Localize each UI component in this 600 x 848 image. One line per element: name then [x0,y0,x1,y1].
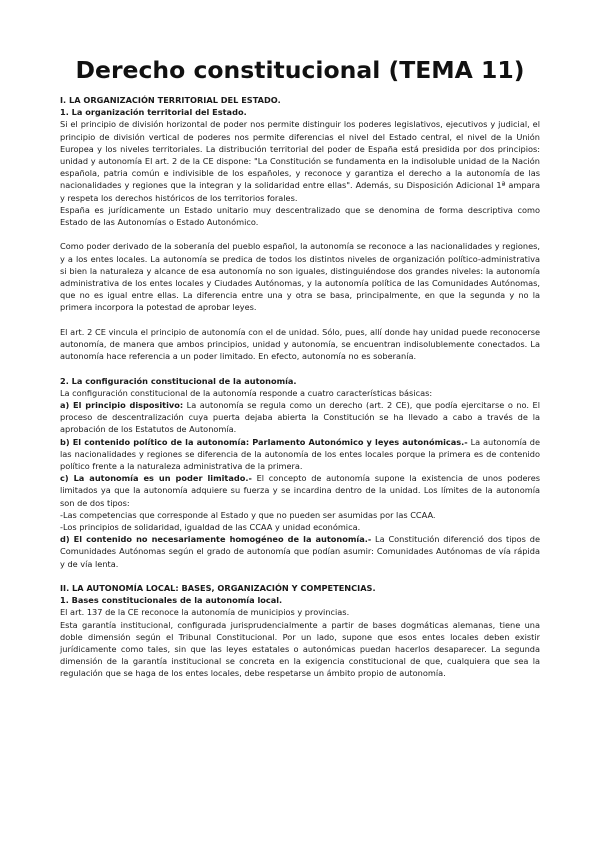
paragraph: El art. 2 CE vincula el principio de autonomía con el de unidad. Sólo, pues, allí donde hay unidad puede reconocerse autonomía, de manera que ambos principios, unidad y autonomía, se encuentran indisolublemente conectados. La autonomía hace referencia a un poder limitado. En efecto, autonomía no es soberanía. [60,326,540,362]
item-d-label: d) El contenido no necesariamente homogéneo de la autonomía.- [60,534,372,545]
item-b [60,436,540,473]
paragraph: La configuración constitucional de la autonomía responde a cuatro características básicas: [60,387,433,398]
item-c-label: c) La autonomía es un poder limitado.- [60,473,252,484]
item-b-text: La autonomía de las nacionalidades y regiones se diferencia de la autonomía de los entes locales porque la primera es de contenido político frente a la naturaleza administrativa de la primera. [60,436,541,472]
paragraph: Si el principio de división horizontal de poder nos permite distinguir los poderes legislativos, ejecutivos y judicial, el principio de división vertical de poderes nos permite diferencias el nivel del Estado central, el nivel de la Unión Europea y los niveles territoriales. La distribución territorial del poder de España está presidida por dos principios: unidad y autonomía El art. 2 de la CE dispone: "La Constitución se fundamenta en la indisoluble unidad de la Nación española, patria común e indivisible de los españoles, y reconoce y garantiza el derecho a la autonomía de las nacionalidades y regiones que la integran y la solidaridad entre ellas". Además, su Disposición Adicional 1ª ampara y respeta los derechos históricos de los territorios forales. [60,119,540,203]
item-a-text: La autonomía se regula como un derecho (art. 2 CE), que podía ejercitarse o no. El proceso de descentralización cuya puerta dejaba abierta la Constitución se ha llevado a cabo a través de la aprobación de los Estatutos de Autonomía. [60,400,540,435]
list-item: -Las competencias que corresponde al Estado y que no pueden ser asumidas por las CCAA. [60,509,436,520]
paragraph: El art. 137 de la CE reconoce la autonomía de municipios y provincias. [60,607,350,618]
document-title: Derecho constitucional (TEMA 11) [75,56,525,84]
item-c [60,472,540,509]
item-a [60,399,540,436]
item-d-text: La Constitución diferenció dos tipos de Comunidades Autónomas según el grado de autonomía que podían asumir: Comunidades Autónomas de vía rápida y de vía lenta. [60,534,540,569]
item-c-text: El concepto de autonomía supone la existencia de unos poderes limitados ya que la autonomía adquiere su fuerza y se incardina dentro de la unidad. Los límites de la autonomía son de dos tipos: [60,473,540,508]
section-2-heading: II. LA AUTONOMÍA LOCAL: BASES, ORGANIZACIÓN Y COMPETENCIAS. [60,583,376,594]
paragraph: España es jurídicamente un Estado unitario muy descentralizado que se denomina de forma descriptiva como Estado de las Autonomías o Estado Autonómico. [60,204,540,228]
item-b-label: b) El contenido político de la autonomía: Parlamento Autonómico y leyes autonómicas.- [60,436,468,447]
item-a-label: a) El principio dispositivo: [60,400,184,411]
paragraph: Como poder derivado de la soberanía del pueblo español, la autonomía se reconoce a las nacionalidades y regiones, y a los entes locales. La autonomía se predica de todos los distintos niveles de organización político-administrativa si bien la naturaleza y alcance de esa autonomía no son iguales, distinguiéndose dos grandes niveles: la autonomía administrativa de los entes locales y Ciudades Autónomas, y la autonomía política de las Comunidades Autónomas, que no es igual entre ellas. La diferencia entre una y otra se basa, principalmente, en que la segunda y no la primera incorpora la potestad de aprobar leyes. [60,241,540,313]
paragraph: Esta garantía institucional, configurada jurisprudencialmente a partir de bases dogmáticas alemanas, tiene una doble dimensión según el Tribunal Constitucional. Por un lado, supone que esos entes locales deben existir jurídicamente como tales, sin que las leyes estatales o autonómicas puedan hacerlos desaparecer. La segunda dimensión de la garantía institucional se concreta en la exigencia constitucional de que, cualquiera que sea la regulación que se haga de los entes locales, debe respetarse un ámbito propio de autonomía. [60,619,540,679]
item-d [60,533,540,570]
list-item: -Los principios de solidaridad, igualdad de las CCAA y unidad económica. [60,522,361,533]
subsection-1-1-heading: 1. La organización territorial del Estado. [60,107,247,118]
subsection-1-2-heading: 2. La configuración constitucional de la autonomía. [60,375,297,386]
section-1-heading: I. LA ORGANIZACIÓN TERRITORIAL DEL ESTADO. [60,95,281,105]
subsection-2-1-heading: 1. Bases constitucionales de la autonomía local. [60,595,283,606]
